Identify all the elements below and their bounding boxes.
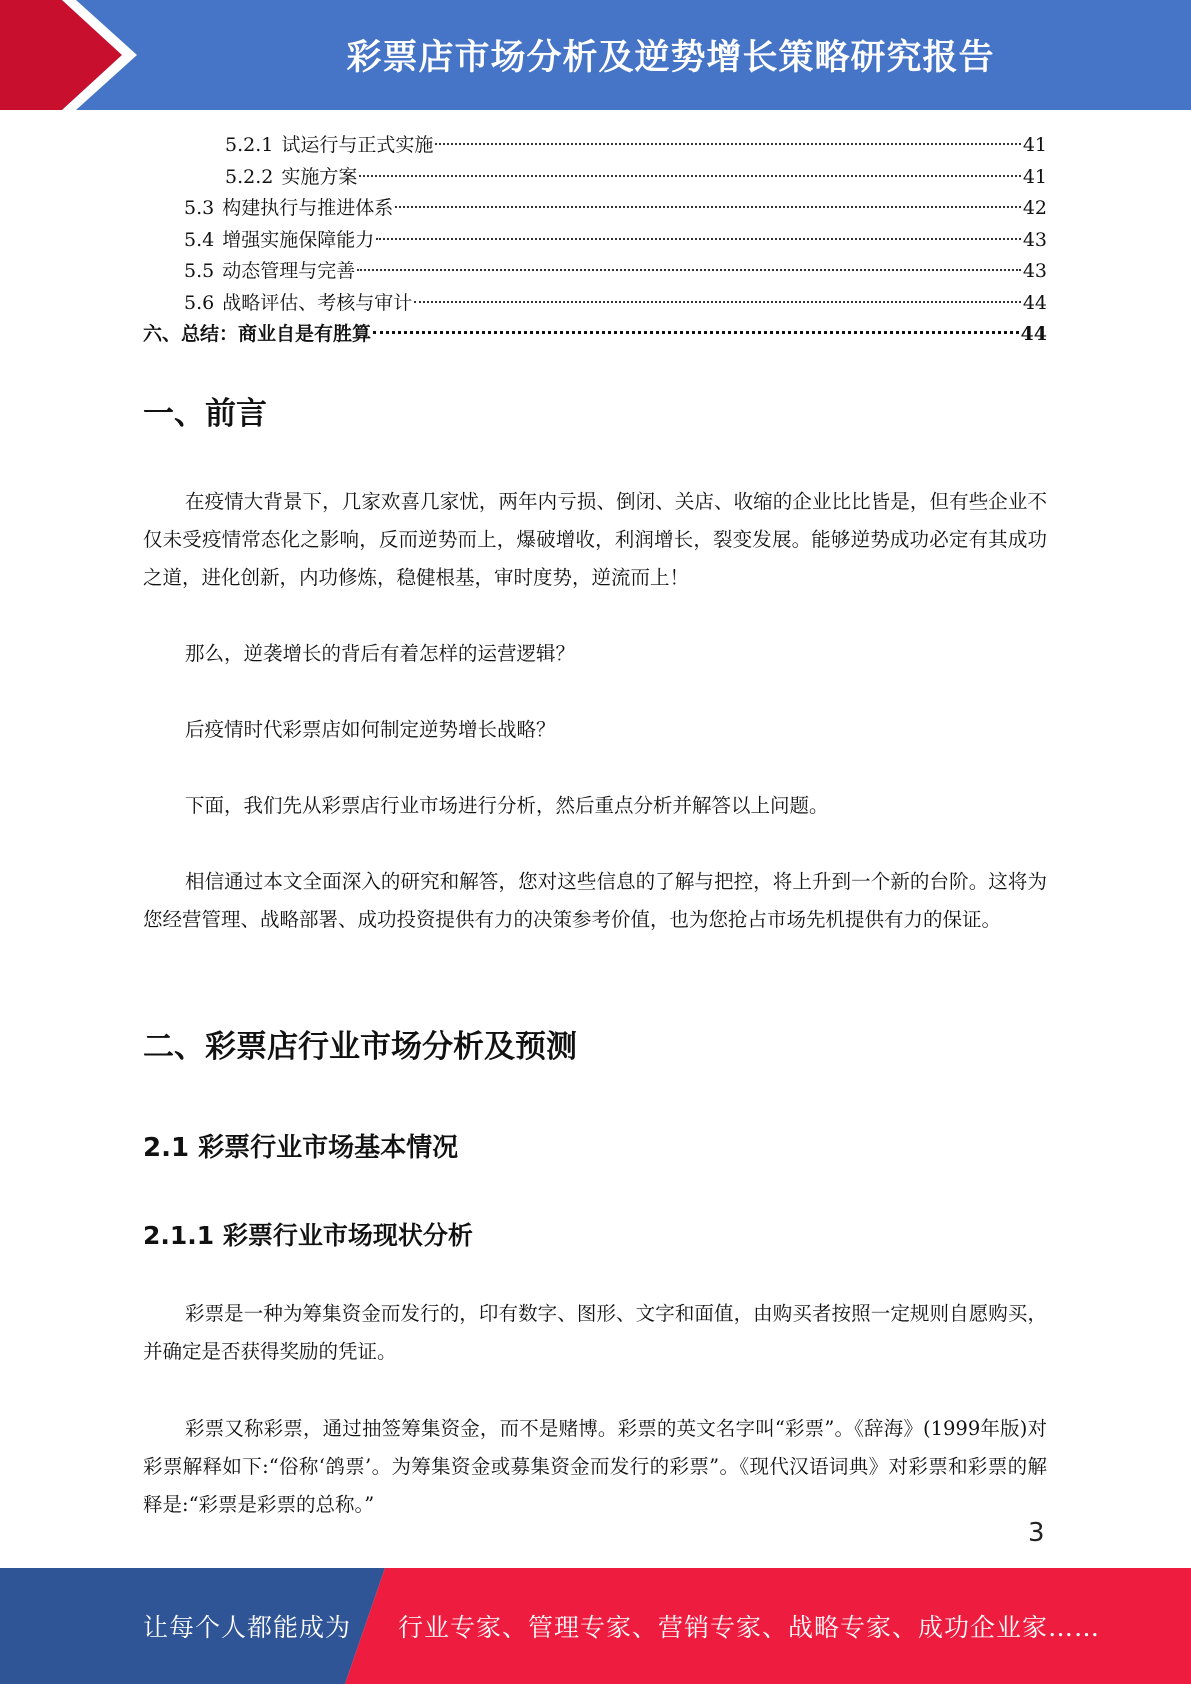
toc-entry[interactable] bbox=[143, 288, 1047, 320]
page-header bbox=[0, 0, 1191, 110]
subsubsection-heading: 2.1.1 彩票行业市场现状分析 bbox=[143, 1221, 473, 1250]
toc-entry-number: 5.6 bbox=[184, 291, 215, 314]
paragraph: 彩票是一种为筹集资金而发行的，印有数字、图形、文字和面值，由购买者按照一定规则自愿购买，并确定是否获得奖励的凭证。 bbox=[143, 1302, 1047, 1363]
toc-entry-page: 44 bbox=[1022, 291, 1047, 314]
toc-entry-label: 实施方案 bbox=[281, 165, 358, 188]
subsection-heading: 2.1 彩票行业市场基本情况 bbox=[143, 1133, 459, 1163]
toc-entry[interactable] bbox=[143, 162, 1047, 194]
page-number: 3 bbox=[1028, 1518, 1045, 1548]
toc-entry-number: 5.3 bbox=[184, 197, 215, 219]
footer-slogan-lead: 让每个人都能成为 bbox=[143, 1613, 352, 1642]
toc-entry-page: 43 bbox=[1022, 228, 1047, 251]
section-heading-market-analysis: 二、彩票店行业市场分析及预测 bbox=[143, 1029, 577, 1065]
toc-entry-page: 41 bbox=[1022, 165, 1047, 188]
toc-entry-label: 增强实施保障能力 bbox=[222, 228, 375, 251]
paragraph: 那么，逆袭增长的背后有着怎样的运营逻辑？ bbox=[185, 642, 576, 665]
toc-entry[interactable] bbox=[143, 319, 1047, 351]
footer-slogan-roles: 行业专家、管理专家、营销专家、战略专家、成功企业家…… bbox=[398, 1613, 1101, 1642]
table-of-contents bbox=[143, 130, 1047, 351]
paragraph: 下面，我们先从彩票店行业市场进行分析，然后重点分析并解答以上问题。 bbox=[185, 794, 829, 817]
toc-entry-page: 43 bbox=[1022, 260, 1047, 282]
paragraph: 相信通过本文全面深入的研究和解答，您对这些信息的了解与把控，将上升到一个新的台阶。这将为您经营管理、战略部署、成功投资提供有力的决策参考价值，也为您抢占市场先机提供有力的保证。 bbox=[143, 870, 1047, 931]
toc-dot-leader bbox=[359, 175, 1020, 177]
toc-dot-leader bbox=[414, 301, 1021, 303]
header-chevron-graphic bbox=[0, 0, 160, 110]
toc-entry-label: 战略评估、考核与审计 bbox=[222, 291, 413, 314]
paragraph: 彩票又称彩票，通过抽签筹集资金，而不是赌博。彩票的英文名字叫“彩票”。《辞海》(1999年版)对彩票解释如下:“俗称‘鸽票’。为筹集资金或募集资金而发行的彩票”。《现代汉语词典》对彩票和彩票的解释是:“彩票是彩票的总称。” bbox=[143, 1417, 1047, 1516]
toc-entry-label: 六、总结：商业自是有胜算 bbox=[143, 323, 372, 345]
toc-entry-page: 41 bbox=[1022, 134, 1047, 156]
toc-entry[interactable] bbox=[143, 225, 1047, 257]
toc-entry-number: 5.4 bbox=[184, 228, 215, 251]
toc-entry-page: 44 bbox=[1020, 323, 1047, 345]
toc-entry-label: 动态管理与完善 bbox=[222, 260, 356, 282]
page-footer bbox=[0, 1568, 1191, 1684]
toc-entry[interactable] bbox=[143, 256, 1047, 288]
toc-dot-leader bbox=[435, 143, 1020, 145]
paragraph: 在疫情大背景下，几家欢喜几家忧，两年内亏损、倒闭、关店、收缩的企业比比皆是，但有些企业不仅未受疫情常态化之影响，反而逆势而上，爆破增收，利润增长，裂变发展。能够逆势成功必定有其成功之道，进化创新，内功修炼，稳健根基，审时度势，逆流而上！ bbox=[143, 490, 1047, 589]
toc-entry-number: 5.2.1 bbox=[225, 134, 274, 156]
toc-entry-label: 构建执行与推进体系 bbox=[222, 197, 394, 219]
report-title: 彩票店市场分析及逆势增长策略研究报告 bbox=[346, 38, 995, 78]
paragraph: 后疫情时代彩票店如何制定逆势增长战略？ bbox=[185, 718, 556, 741]
toc-entry-number: 5.2.2 bbox=[225, 165, 274, 188]
toc-entry-page: 42 bbox=[1022, 197, 1047, 219]
section-heading-preface: 一、前言 bbox=[143, 396, 267, 432]
toc-entry[interactable] bbox=[143, 130, 1047, 162]
toc-dot-leader bbox=[376, 238, 1021, 240]
toc-entry[interactable] bbox=[143, 193, 1047, 225]
toc-dot-leader bbox=[357, 269, 1021, 271]
toc-entry-number: 5.5 bbox=[184, 260, 215, 282]
toc-entry-label: 试运行与正式实施 bbox=[281, 134, 434, 156]
toc-dot-leader bbox=[395, 206, 1021, 208]
toc-dot-leader bbox=[373, 331, 1019, 334]
